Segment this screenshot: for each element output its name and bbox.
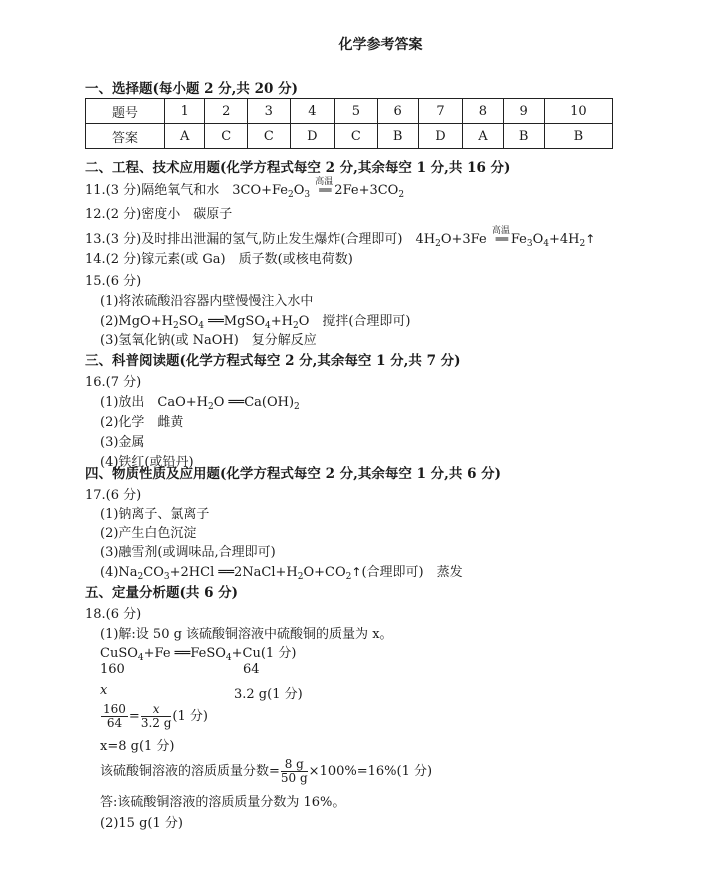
answer-14: 14.(2 分)镓元素(或 Ga) 质子数(或核电荷数) [85,252,353,267]
question-number: 8 [463,99,503,124]
final-answer: 答:该硫酸铜溶液的溶质质量分数为 16%。 [100,795,346,810]
unknown-x: x [100,683,108,698]
question-number: 9 [503,99,544,124]
question-number: 7 [418,99,462,124]
mass-cu: 3.2 g(1 分) [234,687,303,702]
answer-cell: C [335,124,378,149]
answer-15-3: (3)氢氧化钠(或 NaOH) 复分解反应 [100,333,317,348]
section-5-heading: 五、定量分析题(共 6 分) [85,585,239,601]
answer-cell: B [377,124,418,149]
x-result: x=8 g(1 分) [100,739,175,754]
section-4-heading: 四、物质性质及应用题(化学方程式每空 2 分,其余每空 1 分,共 6 分) [85,466,502,482]
answer-16-3: (3)金属 [100,435,145,450]
answer-15-2: $(2)MgO+H_2SO_4$ $══MgSO_4+H_2O$ 搅拌(合理即可) [100,314,411,331]
answer-12: 12.(2 分)密度小 碳原子 [85,207,233,222]
question-number: 3 [248,99,291,124]
section-1-heading: 一、选择题(每小题 2 分,共 20 分) [85,81,298,97]
page-title: 化学参考答案 [338,37,423,53]
answer-18-2: (2)15 g(1 分) [100,816,183,831]
answer-18: 18.(6 分) [85,607,142,622]
gas-arrow-icon: ↑ [351,565,362,579]
answer-cell: D [290,124,334,149]
answer-18-1-setup: (1)解:设 50 g 该硫酸铜溶液中硫酸铜的质量为 x。 [100,627,393,642]
molar-mass-cu: 64 [243,662,260,677]
fraction: $\frac{x}{3.2 g}$ [140,702,172,730]
question-number: 6 [377,99,418,124]
section-2-heading: 二、工程、技术应用题(化学方程式每空 2 分,其余每空 1 分,共 16 分) [85,160,511,176]
answer-13: 13.(3 分)及时排出泄漏的氢气,防止发生爆炸(合理即可) $4H_2O+3Fe$ 高温 ══ $Fe_3O_4+4H_2↑$ [85,226,596,249]
answer-16-2: (2)化学 雌黄 [100,415,184,430]
answer-15: 15.(6 分) [85,274,142,289]
answer-16-1: (1)放出 $CaO+H_2O$ $══Ca(OH)_2$ [100,395,300,412]
answer-cell: C [205,124,248,149]
answer-cell: A [165,124,205,149]
row-label-answer: 答案 [86,124,165,149]
reaction-condition-high-temp: 高温 ══ [491,226,510,246]
question-number: 1 [165,99,205,124]
answer-17: 17.(6 分) [85,488,142,503]
answer-17-1: (1)钠离子、氯离子 [100,507,210,522]
section-3-heading: 三、科普阅读题(化学方程式每空 2 分,其余每空 1 分,共 7 分) [85,353,461,369]
answer-16: 16.(7 分) [85,375,142,390]
reaction-equation: CuSO$_4$+Fe ══FeSO$_4$+Cu(1 分) [100,646,297,663]
answer-15-1: (1)将浓硫酸沿容器内壁慢慢注入水中 [100,294,314,309]
question-number: 4 [290,99,334,124]
answer-cell: C [248,124,291,149]
answer-cell: B [544,124,612,149]
fraction: $\frac{8 g}{50 g}$ [280,757,308,785]
answer-17-4: $(4)Na_2CO_3+2HCl$ $══2NaCl+H_2O+CO_2↑$(合理即可) 蒸发 [100,565,463,582]
question-number: 5 [335,99,378,124]
question-number: 2 [205,99,248,124]
row-label-question: 题号 [86,99,165,124]
answer-row [86,124,613,149]
answer-17-3: (3)融雪剂(或调味品,合理即可) [100,545,276,560]
question-number: 10 [544,99,612,124]
question-number-row [86,99,613,124]
gas-arrow-icon: ↑ [585,232,596,246]
mass-fraction-calc: 该硫酸铜溶液的溶质质量分数= $\frac{8 g}{50 g}$ ×100%=16%(1 分) [100,757,433,785]
answer-11: 11.(3 分)隔绝氧气和水 $3CO+Fe_2O_3$ 高温 ══ $2Fe+3CO_2$ [85,177,405,200]
answer-table [85,98,613,149]
reaction-condition-high-temp: 高温 ══ [315,177,334,197]
answer-cell: D [418,124,462,149]
fraction: $\frac{160}{64}$ [103,702,126,730]
proportion-equation: $\frac{160}{64}$ = $\frac{x}{3.2 g}$ (1 分) [103,702,208,730]
answer-16-4: (4)铁红(或铅丹) [100,455,194,470]
answer-cell: B [503,124,544,149]
molar-mass-cuso4: 160 [100,662,125,677]
answer-cell: A [463,124,503,149]
answer-17-2: (2)产生白色沉淀 [100,526,197,541]
